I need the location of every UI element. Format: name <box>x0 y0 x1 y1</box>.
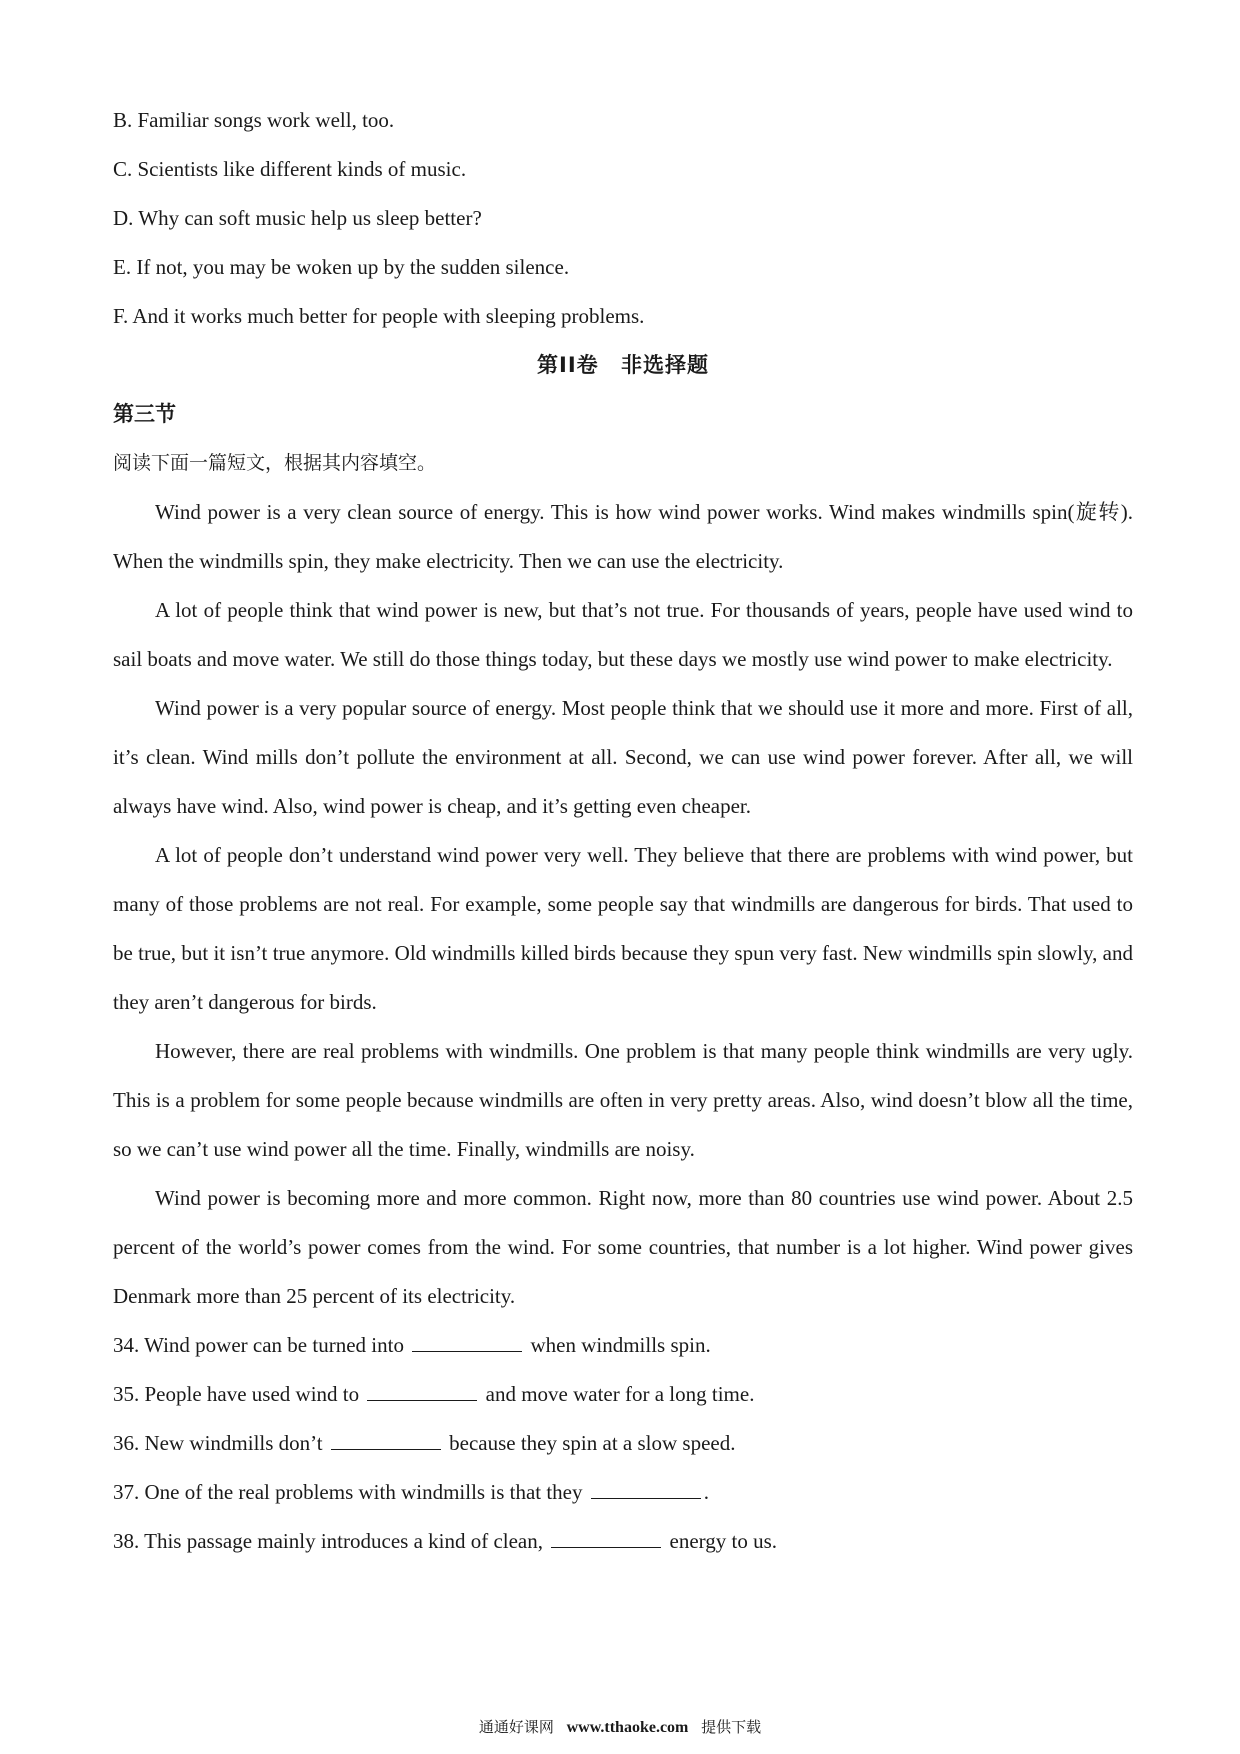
section-heading: 第三节 <box>113 402 176 426</box>
option-e: E. If not, you may be woken up by the sudden silence. <box>113 255 570 279</box>
instruction-text: 阅读下面一篇短文，根据其内容填空。 <box>113 452 437 474</box>
passage-paragraph-5: However, there are real problems with windmills. One problem is that many people think windmills are very ugly. This is a problem for some people because windmills are often in very pretty areas. Also, wind doesn’t blow all the time, so we can’t use wind power all the time. Finally, windmills are noisy. <box>113 1039 1133 1161</box>
question-37-tail: . <box>703 1480 710 1504</box>
question-35-blank <box>367 1380 477 1401</box>
question-36-text: 36. New windmills don’t <box>113 1431 323 1455</box>
question-37-text: 37. One of the real problems with windmills is that they <box>113 1480 583 1504</box>
question-34-tail: when windmills spin. <box>530 1333 711 1357</box>
option-f: F. And it works much better for people with sleeping problems. <box>113 304 645 328</box>
question-35 <box>113 1370 1133 1419</box>
option-d: D. Why can soft music help us sleep better? <box>113 206 482 230</box>
question-37 <box>113 1468 1133 1517</box>
passage-paragraph-3: Wind power is a very popular source of energy. Most people think that we should use it more and more. First of all, it’s clean. Wind mills don’t pollute the environment at all. Second, we can use wind power forever. After all, we will always have wind. Also, wind power is cheap, and it’s getting even cheaper. <box>113 696 1133 818</box>
document-content <box>113 96 1133 1566</box>
question-34-blank <box>412 1331 522 1352</box>
question-36-tail: because they spin at a slow speed. <box>449 1431 736 1455</box>
question-34-text: 34. Wind power can be turned into <box>113 1333 404 1357</box>
footer-site-name: 通通好课网 <box>478 1718 554 1736</box>
question-36 <box>113 1419 1133 1468</box>
question-38-blank <box>551 1527 661 1548</box>
question-35-text: 35. People have used wind to <box>113 1382 360 1406</box>
footer-url[interactable]: www.tthaoke.com <box>566 1719 689 1736</box>
page-footer <box>0 1716 1240 1737</box>
question-37-blank <box>591 1478 701 1499</box>
option-b: B. Familiar songs work well, too. <box>113 108 395 132</box>
question-36-blank <box>331 1429 441 1450</box>
question-38-tail: energy to us. <box>669 1529 778 1553</box>
question-38-text: 38. This passage mainly introduces a kind of clean, <box>113 1529 544 1553</box>
question-35-tail: and move water for a long time. <box>485 1382 755 1406</box>
question-34 <box>113 1321 1133 1370</box>
option-c: C. Scientists like different kinds of music. <box>113 157 467 181</box>
section-title: 第II卷 非选择题 <box>537 353 709 377</box>
passage-paragraph-6: Wind power is becoming more and more common. Right now, more than 80 countries use wind power. About 2.5 percent of the world’s power comes from the wind. For some countries, that number is a lot higher. Wind power gives Denmark more than 25 percent of its electricity. <box>113 1186 1133 1308</box>
passage-paragraph-2: A lot of people think that wind power is new, but that’s not true. For thousands of years, people have used wind to sail boats and move water. We still do those things today, but these days we mostly use wind power to make electricity. <box>113 598 1133 671</box>
passage-paragraph-1: Wind power is a very clean source of energy. This is how wind power works. Wind makes windmills spin(旋转). When the windmills spin, they make electricity. Then we can use the electricity. <box>113 500 1133 573</box>
footer-download-text: 提供下载 <box>701 1718 762 1736</box>
passage-paragraph-4: A lot of people don’t understand wind power very well. They believe that there are problems with wind power, but many of those problems are not real. For example, some people say that windmills are dangerous for birds. That used to be true, but it isn’t true anymore. Old windmills killed birds because they spun very fast. New windmills spin slowly, and they aren’t dangerous for birds. <box>113 843 1133 1014</box>
question-38 <box>113 1517 1133 1566</box>
